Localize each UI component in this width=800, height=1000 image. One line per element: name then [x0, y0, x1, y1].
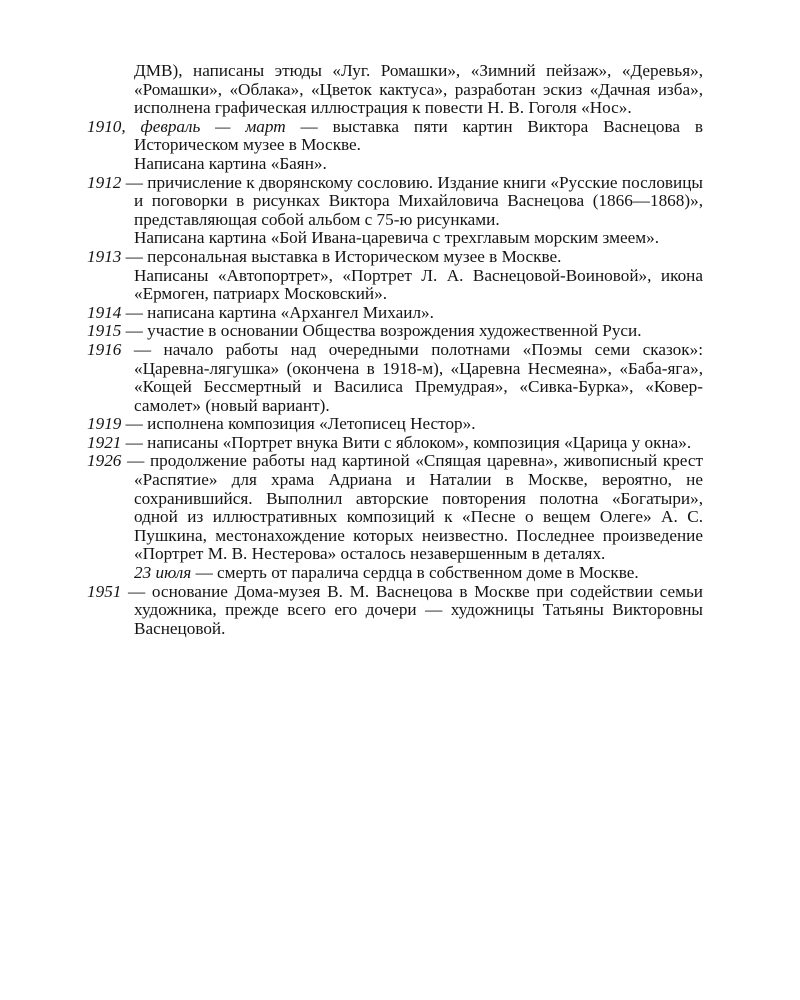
chronology-entry-1914 [87, 304, 703, 323]
chronology-entry-1919 [87, 415, 703, 434]
continuation-paragraph [87, 62, 703, 118]
entry-text: — причисление к дворянскому сословию. Издание книги «Русские пословицы и поговорки в рисунках Виктора Михайловича Васнецова (1866—1868)», представляющая собой альбом с 75-ю рисунками. [121, 172, 703, 229]
entry-text: — персональная выставка в Историческом музее в Москве. [121, 246, 562, 266]
entry-date: 23 июля [134, 563, 192, 583]
sub-paragraph [87, 564, 703, 583]
chronology-entry-1916 [87, 341, 703, 415]
entry-text: — продолжение работы над картиной «Спящая царевна», живописный крест «Распятие» для храма Адриана и Наталии в Москве, вероятно, не сохранившийся. Выполнил авторские повторения полотна «Богатыри», одной из иллюстративных композиций к «Песне о вещем Олеге» А. С. Пушкина, местонахождение которых неизвестно. Последнее произведение «Портрет М. В. Нестерова» осталось незавершенным в деталях. [121, 451, 703, 564]
entry-text: — исполнена композиция «Летописец Нестор». [121, 414, 476, 434]
entry-text: ДМВ), написаны этюды «Луг. Ромашки», «Зимний пейзаж», «Деревья», «Ромашки», «Облака», «Цветок кактуса», разработан эскиз «Дачная изба», исполнена графическая иллюстрация к повести Н. В. Гоголя «Нос». [134, 61, 703, 118]
entry-text: — смерть от паралича сердца в собственном доме в Москве. [191, 563, 639, 583]
entry-date: 1919 [87, 414, 122, 434]
chronology-entry-1921 [87, 434, 703, 453]
chronology-entry-1926 [87, 452, 703, 564]
chronology-entry-1910 [87, 118, 703, 155]
entry-date: 1926 [87, 451, 122, 471]
entry-text: Написаны «Автопортрет», «Портрет Л. А. Васнецовой-Воиновой», икона «Ермоген, патриарх Московский». [134, 265, 703, 304]
entry-date: 1912 [87, 172, 122, 192]
chronology-text [87, 62, 703, 638]
chronology-entry-1915 [87, 322, 703, 341]
entry-date: 1915 [87, 321, 122, 341]
entry-date: 1951 [87, 581, 122, 601]
chronology-entry-1913 [87, 248, 703, 267]
entry-date: 1913 [87, 246, 122, 266]
entry-date: 1910, февраль — март [87, 116, 286, 136]
entry-text: Написана картина «Баян». [134, 153, 327, 173]
entry-text: — основание Дома-музея В. М. Васнецова в Москве при содействии семьи художника, прежде всего его дочери — художницы Татьяны Викторовны Васнецовой. [121, 581, 703, 638]
sub-paragraph [87, 267, 703, 304]
entry-date: 1921 [87, 432, 122, 452]
entry-date: 1914 [87, 302, 122, 322]
entry-text: — написаны «Портрет внука Вити с яблоком», композиция «Царица у окна». [121, 432, 692, 452]
entry-date: 1916 [87, 339, 122, 359]
chronology-entry-1912 [87, 174, 703, 230]
entry-text: — участие в основании Общества возрождения художественной Руси. [121, 321, 642, 341]
chronology-entry-1951 [87, 583, 703, 639]
entry-text: — написана картина «Архангел Михаил». [121, 302, 434, 322]
entry-text: — начало работы над очередными полотнами «Поэмы семи сказок»: «Царевна-лягушка» (окончена в 1918-м), «Царевна Несмеяна», «Баба-яга», «Кощей Бессмертный и Василиса Премудрая», «Сивка-Бурка», «Ковер-самолет» (новый вариант). [121, 339, 703, 415]
sub-paragraph [87, 229, 703, 248]
sub-paragraph [87, 155, 703, 174]
entry-text: Написана картина «Бой Ивана-царевича с трехглавым морским змеем». [134, 228, 659, 248]
entry-text: — выставка пяти картин Виктора Васнецова в Историческом музее в Москве. [134, 116, 704, 155]
